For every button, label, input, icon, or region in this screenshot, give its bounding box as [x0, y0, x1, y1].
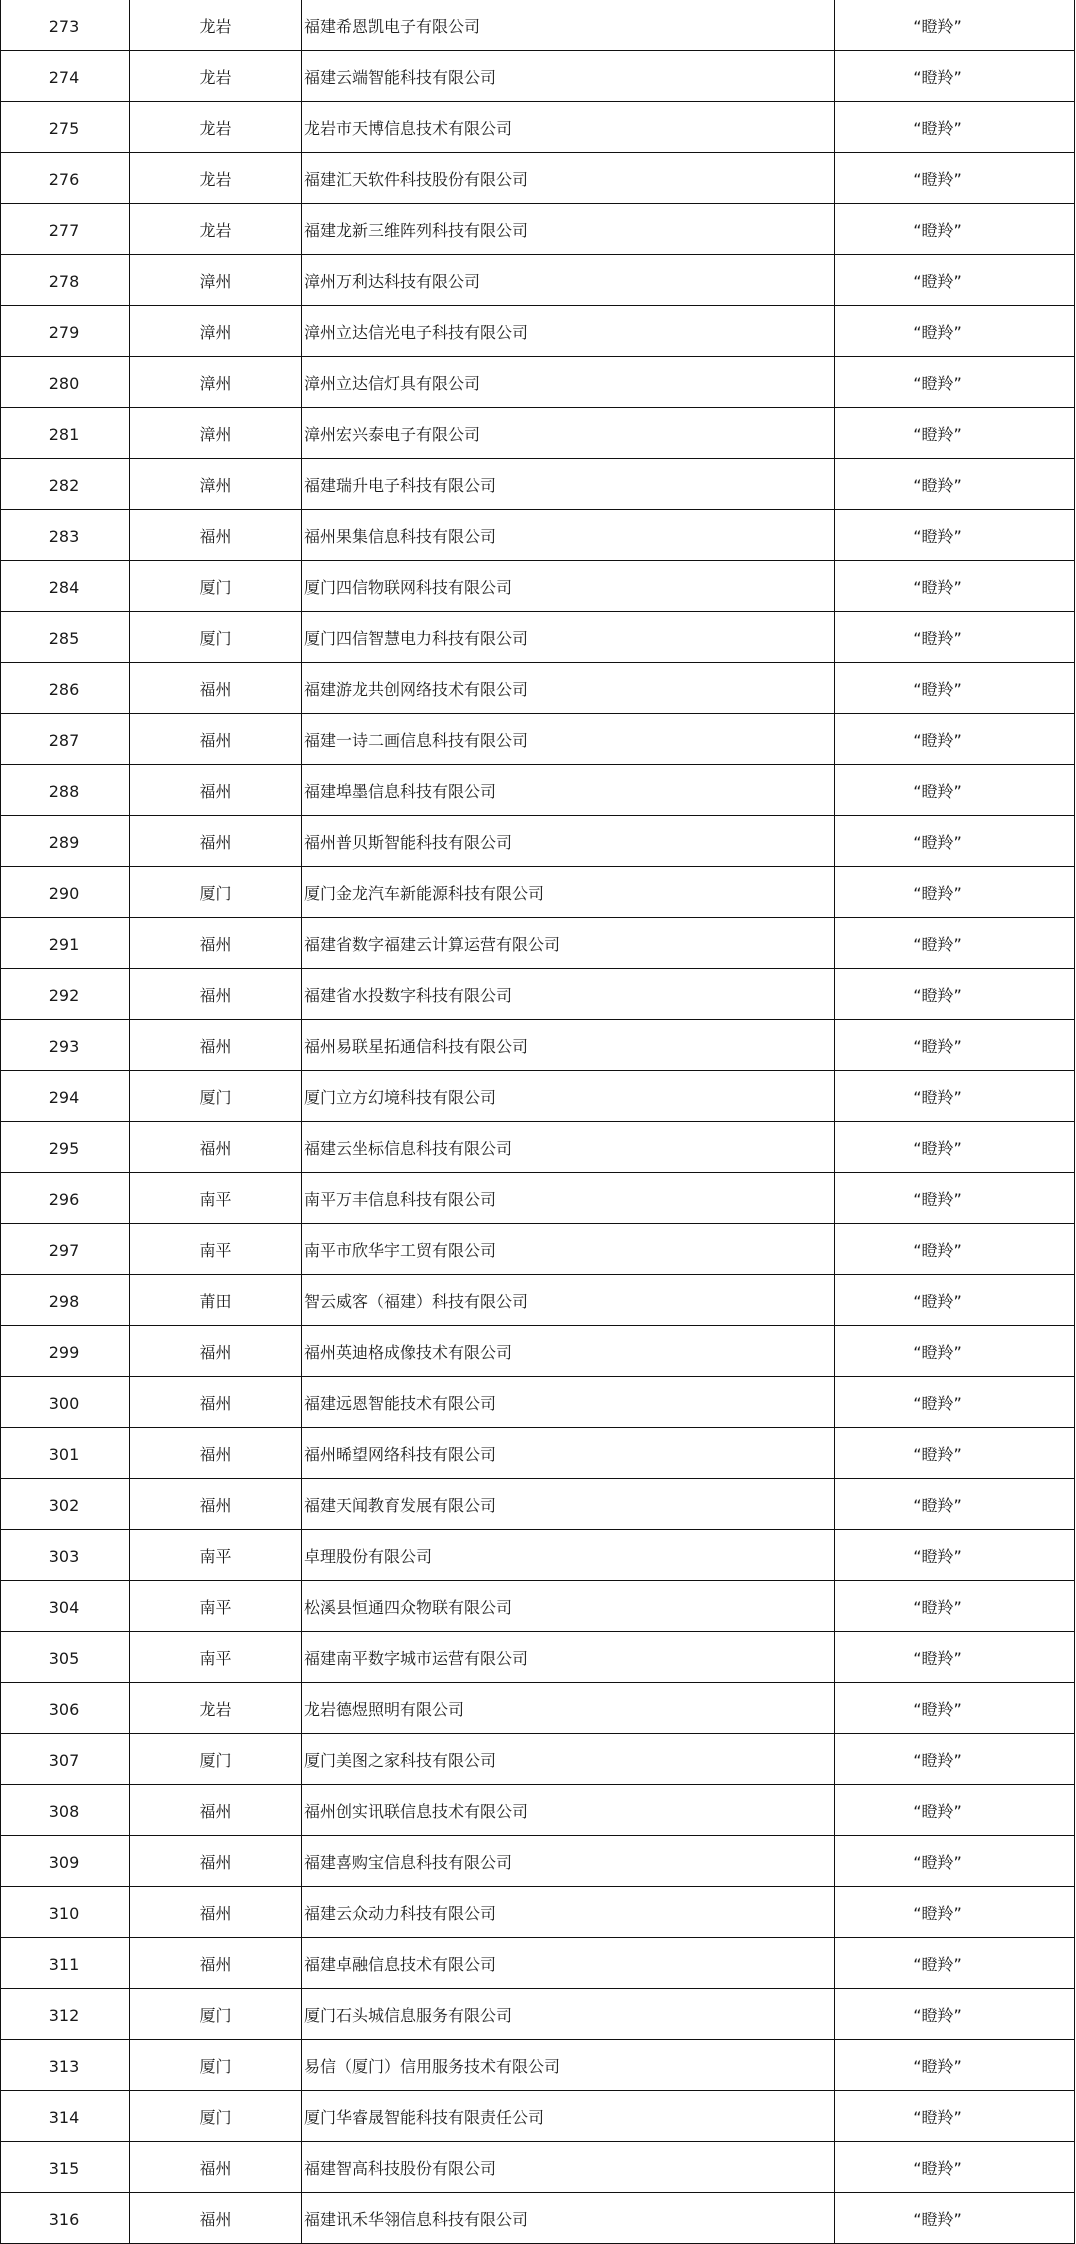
row-number-cell: 278: [1, 255, 130, 306]
table-row: [1, 1275, 1075, 1326]
table-row: [1, 510, 1075, 561]
company-name-cell: 福州英迪格成像技术有限公司: [302, 1326, 835, 1377]
row-number-cell: 282: [1, 459, 130, 510]
city-cell: 福州: [130, 1836, 302, 1887]
row-number-cell: 301: [1, 1428, 130, 1479]
company-name-cell: 南平万丰信息科技有限公司: [302, 1173, 835, 1224]
row-number-cell: 281: [1, 408, 130, 459]
table-row: [1, 1632, 1075, 1683]
table-row: [1, 714, 1075, 765]
table-row: [1, 1173, 1075, 1224]
category-cell: “瞪羚”: [835, 102, 1075, 153]
company-name-cell: 福州创实讯联信息技术有限公司: [302, 1785, 835, 1836]
table-row: [1, 1224, 1075, 1275]
city-cell: 南平: [130, 1632, 302, 1683]
company-name-cell: 福建天闻教育发展有限公司: [302, 1479, 835, 1530]
row-number-cell: 288: [1, 765, 130, 816]
row-number-cell: 299: [1, 1326, 130, 1377]
category-cell: “瞪羚”: [835, 459, 1075, 510]
category-cell: “瞪羚”: [835, 2040, 1075, 2091]
row-number-cell: 280: [1, 357, 130, 408]
row-number-cell: 297: [1, 1224, 130, 1275]
table-row: [1, 1887, 1075, 1938]
company-name-cell: 漳州万利达科技有限公司: [302, 255, 835, 306]
category-cell: “瞪羚”: [835, 1122, 1075, 1173]
city-cell: 南平: [130, 1173, 302, 1224]
company-name-cell: 松溪县恒通四众物联有限公司: [302, 1581, 835, 1632]
table-row: [1, 51, 1075, 102]
table-row: [1, 1734, 1075, 1785]
row-number-cell: 304: [1, 1581, 130, 1632]
table-row: [1, 459, 1075, 510]
table-row: [1, 1479, 1075, 1530]
city-cell: 福州: [130, 1479, 302, 1530]
company-name-cell: 福州普贝斯智能科技有限公司: [302, 816, 835, 867]
city-cell: 莆田: [130, 1275, 302, 1326]
row-number-cell: 295: [1, 1122, 130, 1173]
category-cell: “瞪羚”: [835, 1530, 1075, 1581]
table-row: [1, 0, 1075, 51]
city-cell: 福州: [130, 2142, 302, 2193]
company-name-cell: 易信（厦门）信用服务技术有限公司: [302, 2040, 835, 2091]
category-cell: “瞪羚”: [835, 969, 1075, 1020]
company-name-cell: 厦门石头城信息服务有限公司: [302, 1989, 835, 2040]
row-number-cell: 310: [1, 1887, 130, 1938]
category-cell: “瞪羚”: [835, 408, 1075, 459]
category-cell: “瞪羚”: [835, 1734, 1075, 1785]
company-name-cell: 福建卓融信息技术有限公司: [302, 1938, 835, 1989]
category-cell: “瞪羚”: [835, 1938, 1075, 1989]
category-cell: “瞪羚”: [835, 2142, 1075, 2193]
city-cell: 福州: [130, 663, 302, 714]
category-cell: “瞪羚”: [835, 255, 1075, 306]
category-cell: “瞪羚”: [835, 1428, 1075, 1479]
category-cell: “瞪羚”: [835, 867, 1075, 918]
table-row: [1, 2040, 1075, 2091]
category-cell: “瞪羚”: [835, 1020, 1075, 1071]
table-row: [1, 102, 1075, 153]
row-number-cell: 275: [1, 102, 130, 153]
table-row: [1, 1122, 1075, 1173]
city-cell: 南平: [130, 1224, 302, 1275]
table-row: [1, 1581, 1075, 1632]
city-cell: 福州: [130, 1377, 302, 1428]
row-number-cell: 296: [1, 1173, 130, 1224]
city-cell: 福州: [130, 1020, 302, 1071]
category-cell: “瞪羚”: [835, 1275, 1075, 1326]
company-name-cell: 智云威客（福建）科技有限公司: [302, 1275, 835, 1326]
row-number-cell: 305: [1, 1632, 130, 1683]
row-number-cell: 294: [1, 1071, 130, 1122]
city-cell: 漳州: [130, 357, 302, 408]
row-number-cell: 276: [1, 153, 130, 204]
table-row: [1, 1989, 1075, 2040]
company-name-cell: 福建喜购宝信息科技有限公司: [302, 1836, 835, 1887]
category-cell: “瞪羚”: [835, 714, 1075, 765]
row-number-cell: 309: [1, 1836, 130, 1887]
table-row: [1, 1530, 1075, 1581]
table-row: [1, 2193, 1075, 2244]
city-cell: 福州: [130, 1785, 302, 1836]
category-cell: “瞪羚”: [835, 2193, 1075, 2244]
row-number-cell: 279: [1, 306, 130, 357]
row-number-cell: 308: [1, 1785, 130, 1836]
row-number-cell: 314: [1, 2091, 130, 2142]
category-cell: “瞪羚”: [835, 1785, 1075, 1836]
table-row: [1, 1377, 1075, 1428]
row-number-cell: 298: [1, 1275, 130, 1326]
company-name-cell: 福建龙新三维阵列科技有限公司: [302, 204, 835, 255]
row-number-cell: 277: [1, 204, 130, 255]
table-row: [1, 1938, 1075, 1989]
category-cell: “瞪羚”: [835, 153, 1075, 204]
company-name-cell: 福建希恩凯电子有限公司: [302, 0, 835, 51]
city-cell: 厦门: [130, 561, 302, 612]
company-name-cell: 福建云众动力科技有限公司: [302, 1887, 835, 1938]
city-cell: 漳州: [130, 408, 302, 459]
category-cell: “瞪羚”: [835, 1173, 1075, 1224]
row-number-cell: 302: [1, 1479, 130, 1530]
category-cell: “瞪羚”: [835, 204, 1075, 255]
company-name-cell: 福建游龙共创网络技术有限公司: [302, 663, 835, 714]
company-name-cell: 福建云端智能科技有限公司: [302, 51, 835, 102]
company-name-cell: 福州晞望网络科技有限公司: [302, 1428, 835, 1479]
company-name-cell: 漳州立达信灯具有限公司: [302, 357, 835, 408]
city-cell: 漳州: [130, 459, 302, 510]
city-cell: 厦门: [130, 612, 302, 663]
row-number-cell: 312: [1, 1989, 130, 2040]
city-cell: 厦门: [130, 1989, 302, 2040]
company-name-cell: 福建省数字福建云计算运营有限公司: [302, 918, 835, 969]
city-cell: 厦门: [130, 867, 302, 918]
table-row: [1, 765, 1075, 816]
category-cell: “瞪羚”: [835, 306, 1075, 357]
city-cell: 龙岩: [130, 102, 302, 153]
row-number-cell: 311: [1, 1938, 130, 1989]
row-number-cell: 292: [1, 969, 130, 1020]
row-number-cell: 291: [1, 918, 130, 969]
city-cell: 龙岩: [130, 0, 302, 51]
city-cell: 福州: [130, 765, 302, 816]
category-cell: “瞪羚”: [835, 1377, 1075, 1428]
table-row: [1, 1785, 1075, 1836]
city-cell: 福州: [130, 1428, 302, 1479]
company-name-cell: 福建埠墨信息科技有限公司: [302, 765, 835, 816]
city-cell: 厦门: [130, 1071, 302, 1122]
category-cell: “瞪羚”: [835, 765, 1075, 816]
row-number-cell: 313: [1, 2040, 130, 2091]
table-row: [1, 1071, 1075, 1122]
category-cell: “瞪羚”: [835, 1836, 1075, 1887]
row-number-cell: 286: [1, 663, 130, 714]
category-cell: “瞪羚”: [835, 918, 1075, 969]
category-cell: “瞪羚”: [835, 1071, 1075, 1122]
city-cell: 龙岩: [130, 153, 302, 204]
row-number-cell: 293: [1, 1020, 130, 1071]
company-name-cell: 福州易联星拓通信科技有限公司: [302, 1020, 835, 1071]
city-cell: 龙岩: [130, 204, 302, 255]
category-cell: “瞪羚”: [835, 1632, 1075, 1683]
row-number-cell: 289: [1, 816, 130, 867]
table-row: [1, 408, 1075, 459]
company-name-cell: 福建南平数字城市运营有限公司: [302, 1632, 835, 1683]
company-name-cell: 南平市欣华宇工贸有限公司: [302, 1224, 835, 1275]
table-body: [1, 0, 1075, 2244]
row-number-cell: 285: [1, 612, 130, 663]
company-name-cell: 厦门华睿晟智能科技有限责任公司: [302, 2091, 835, 2142]
company-name-cell: 厦门金龙汽车新能源科技有限公司: [302, 867, 835, 918]
category-cell: “瞪羚”: [835, 2091, 1075, 2142]
company-name-cell: 福建智高科技股份有限公司: [302, 2142, 835, 2193]
row-number-cell: 306: [1, 1683, 130, 1734]
city-cell: 南平: [130, 1530, 302, 1581]
company-name-cell: 福建一诗二画信息科技有限公司: [302, 714, 835, 765]
category-cell: “瞪羚”: [835, 1479, 1075, 1530]
category-cell: “瞪羚”: [835, 357, 1075, 408]
company-name-cell: 福州果集信息科技有限公司: [302, 510, 835, 561]
company-name-cell: 龙岩市天博信息技术有限公司: [302, 102, 835, 153]
city-cell: 福州: [130, 510, 302, 561]
category-cell: “瞪羚”: [835, 0, 1075, 51]
category-cell: “瞪羚”: [835, 561, 1075, 612]
company-name-cell: 福建省水投数字科技有限公司: [302, 969, 835, 1020]
category-cell: “瞪羚”: [835, 1887, 1075, 1938]
company-name-cell: 卓理股份有限公司: [302, 1530, 835, 1581]
table-row: [1, 612, 1075, 663]
row-number-cell: 315: [1, 2142, 130, 2193]
company-name-cell: 厦门美图之家科技有限公司: [302, 1734, 835, 1785]
category-cell: “瞪羚”: [835, 1326, 1075, 1377]
category-cell: “瞪羚”: [835, 510, 1075, 561]
city-cell: 福州: [130, 1326, 302, 1377]
table-row: [1, 204, 1075, 255]
row-number-cell: 273: [1, 0, 130, 51]
table-row: [1, 1020, 1075, 1071]
row-number-cell: 287: [1, 714, 130, 765]
city-cell: 厦门: [130, 1734, 302, 1785]
company-name-cell: 漳州宏兴泰电子有限公司: [302, 408, 835, 459]
row-number-cell: 274: [1, 51, 130, 102]
row-number-cell: 303: [1, 1530, 130, 1581]
city-cell: 福州: [130, 969, 302, 1020]
table-row: [1, 867, 1075, 918]
company-name-cell: 福建讯禾华翎信息科技有限公司: [302, 2193, 835, 2244]
table-row: [1, 2091, 1075, 2142]
table-row: [1, 816, 1075, 867]
table-row: [1, 357, 1075, 408]
row-number-cell: 307: [1, 1734, 130, 1785]
city-cell: 龙岩: [130, 51, 302, 102]
city-cell: 福州: [130, 2193, 302, 2244]
city-cell: 福州: [130, 1938, 302, 1989]
city-cell: 福州: [130, 918, 302, 969]
city-cell: 龙岩: [130, 1683, 302, 1734]
category-cell: “瞪羚”: [835, 1989, 1075, 2040]
category-cell: “瞪羚”: [835, 1224, 1075, 1275]
city-cell: 漳州: [130, 306, 302, 357]
city-cell: 福州: [130, 1887, 302, 1938]
city-cell: 厦门: [130, 2040, 302, 2091]
row-number-cell: 290: [1, 867, 130, 918]
city-cell: 福州: [130, 714, 302, 765]
company-name-cell: 福建瑞升电子科技有限公司: [302, 459, 835, 510]
row-number-cell: 316: [1, 2193, 130, 2244]
row-number-cell: 284: [1, 561, 130, 612]
row-number-cell: 283: [1, 510, 130, 561]
category-cell: “瞪羚”: [835, 612, 1075, 663]
category-cell: “瞪羚”: [835, 816, 1075, 867]
category-cell: “瞪羚”: [835, 1683, 1075, 1734]
city-cell: 漳州: [130, 255, 302, 306]
company-name-cell: 厦门立方幻境科技有限公司: [302, 1071, 835, 1122]
table-row: [1, 1326, 1075, 1377]
table-row: [1, 918, 1075, 969]
company-name-cell: 龙岩德煜照明有限公司: [302, 1683, 835, 1734]
table-row: [1, 663, 1075, 714]
table-row: [1, 306, 1075, 357]
table-row: [1, 255, 1075, 306]
table-row: [1, 1836, 1075, 1887]
table-row: [1, 1683, 1075, 1734]
table-row: [1, 561, 1075, 612]
category-cell: “瞪羚”: [835, 51, 1075, 102]
company-name-cell: 福建汇天软件科技股份有限公司: [302, 153, 835, 204]
table-row: [1, 969, 1075, 1020]
city-cell: 福州: [130, 1122, 302, 1173]
company-name-cell: 厦门四信物联网科技有限公司: [302, 561, 835, 612]
company-name-cell: 福建远恩智能技术有限公司: [302, 1377, 835, 1428]
table-row: [1, 153, 1075, 204]
category-cell: “瞪羚”: [835, 663, 1075, 714]
city-cell: 福州: [130, 816, 302, 867]
category-cell: “瞪羚”: [835, 1581, 1075, 1632]
city-cell: 厦门: [130, 2091, 302, 2142]
row-number-cell: 300: [1, 1377, 130, 1428]
table-row: [1, 1428, 1075, 1479]
table-row: [1, 2142, 1075, 2193]
company-name-cell: 厦门四信智慧电力科技有限公司: [302, 612, 835, 663]
company-name-cell: 福建云坐标信息科技有限公司: [302, 1122, 835, 1173]
company-name-cell: 漳州立达信光电子科技有限公司: [302, 306, 835, 357]
city-cell: 南平: [130, 1581, 302, 1632]
